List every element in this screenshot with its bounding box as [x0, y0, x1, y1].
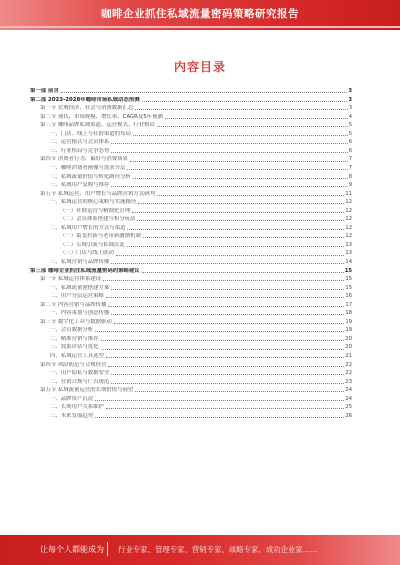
toc-entry-page: 7 — [348, 164, 352, 171]
toc-dot-leader — [108, 366, 344, 367]
toc-entry[interactable] — [30, 308, 352, 317]
toc-dot-leader — [111, 383, 344, 384]
toc-dot-leader — [157, 195, 344, 196]
toc-dot-leader — [95, 331, 344, 332]
toc-heading: 内容目录 — [173, 60, 226, 74]
toc-entry-title: 第三部 咖啡企业抓住私域流量密码的策略建议 — [30, 267, 140, 274]
toc-entry-title: （三）门店与线上联动 — [60, 250, 114, 257]
toc-entry-title: 一、私域流量池搭建方案 — [50, 284, 110, 291]
toc-dot-leader — [135, 109, 347, 110]
toc-dot-leader — [111, 289, 344, 290]
toc-entry-title: 第二节 现状、市场规模、增长率、CAGR及5年预测 — [40, 113, 163, 120]
toc-entry[interactable] — [30, 368, 352, 377]
toc-dot-leader — [130, 161, 348, 162]
toc-dot-leader — [114, 323, 345, 324]
toc-dot-leader — [132, 212, 344, 213]
toc-entry-title: 二、长期用户关系维护 — [50, 404, 104, 411]
toc-entry[interactable] — [30, 411, 352, 420]
footer-experts: 行业专家、管理专家、营销专家、战略专家、成功企业家…… — [118, 545, 318, 554]
toc-entry-page: 16 — [345, 293, 352, 300]
toc-dot-leader — [95, 417, 344, 418]
toc-entry[interactable] — [30, 120, 352, 129]
banner-stripe — [0, 26, 400, 28]
toc-entry-title: （二）会员体系搭建与积分玩法 — [60, 216, 136, 223]
toc-entry[interactable] — [30, 137, 352, 146]
toc-entry-page: 12 — [345, 199, 352, 206]
toc-entry-page: 24 — [345, 395, 352, 402]
toc-entry-title: 一、用户隐私与数据安全 — [50, 370, 110, 377]
toc-entry-title: 三、未来发展趋势 — [50, 412, 94, 419]
toc-entry-page: 11 — [345, 190, 352, 197]
toc-entry-title: 四、私域运营工具选型 — [50, 353, 104, 359]
toc-entry-page: 15 — [345, 284, 352, 291]
toc-entry-title: 一、咖啡消费者画像与需求分层 — [50, 164, 126, 171]
toc-entry-title: 第二部 2023-2028年咖啡市场私域动态预测 — [30, 96, 140, 103]
toc-entry[interactable] — [30, 402, 352, 411]
toc-entry[interactable] — [30, 394, 352, 403]
toc-entry-title: 第一部 前言 — [30, 88, 59, 95]
toc-entry-title: 第五节 私域流量运营的长期价值与展望 — [40, 387, 134, 394]
toc-entry-page: 6 — [348, 147, 352, 154]
toc-entry-page: 14 — [345, 258, 352, 265]
toc-entry[interactable] — [30, 231, 352, 240]
toc-entry-page: 12 — [345, 216, 352, 223]
toc-entry-title: 一、门店、线上与社群渠道的布局 — [50, 130, 131, 137]
toc-entry-page: 18 — [345, 310, 352, 317]
toc-entry[interactable] — [30, 377, 352, 386]
toc-entry-page: 9 — [348, 182, 352, 189]
toc-entry-page: 19 — [345, 318, 352, 325]
toc-dot-leader — [106, 408, 344, 409]
toc-dot-leader — [111, 152, 347, 153]
toc-entry[interactable] — [30, 171, 352, 180]
toc-entry[interactable] — [30, 95, 352, 104]
toc-entry-page: 17 — [345, 301, 352, 308]
toc-entry[interactable] — [30, 385, 352, 394]
toc-entry-page: 20 — [345, 344, 352, 351]
toc-entry[interactable] — [30, 274, 352, 283]
toc-entry-page: 7 — [348, 156, 352, 163]
toc-entry[interactable] — [30, 223, 352, 232]
toc-entry[interactable] — [30, 103, 352, 112]
toc-entry[interactable] — [30, 291, 352, 300]
toc-entry-page: 15 — [345, 276, 352, 283]
toc-entry-title: 三、私域营销与品牌传播 — [50, 258, 110, 265]
toc-dot-leader — [101, 349, 345, 350]
toc-entry-title: （一）裂变拉新与老带新激励机制 — [60, 233, 141, 240]
toc-dot-leader — [106, 357, 344, 358]
toc-dot-leader — [142, 272, 344, 273]
toc-entry[interactable] — [30, 240, 352, 249]
toc-entry[interactable] — [30, 197, 352, 206]
toc-dot-leader — [111, 263, 344, 264]
toc-entry[interactable] — [30, 248, 352, 257]
toc-dot-leader — [111, 143, 347, 144]
toc-dot-leader — [61, 92, 348, 93]
toc-entry-page: 22 — [345, 361, 352, 368]
toc-entry-page: 23 — [345, 378, 352, 385]
toc-entry-title: 三、私域用户复购与推荐 — [50, 182, 110, 189]
toc-entry-page: 13 — [345, 241, 352, 248]
top-banner — [0, 0, 400, 30]
toc-entry-page: 4 — [348, 113, 352, 120]
report-title: 咖啡企业抓住私域流量密码策略研究报告 — [101, 8, 299, 20]
footer-slogan: 让每个人都能成为 — [40, 545, 104, 554]
toc-entry[interactable] — [30, 283, 352, 292]
toc-entry[interactable] — [30, 265, 352, 274]
toc-entry-page: 12 — [345, 233, 352, 240]
toc-entry-page: 26 — [345, 412, 352, 419]
toc-dot-leader — [106, 297, 344, 298]
toc-entry-title: 第一节 宏观经济、社会与消费数据汇总 — [40, 105, 134, 112]
toc-entry[interactable] — [30, 334, 352, 343]
toc-list — [30, 86, 352, 419]
toc-entry-title: （二）公域引流与私域沉淀 — [60, 241, 125, 248]
toc-dot-leader — [111, 374, 344, 375]
toc-entry-page: 19 — [345, 327, 352, 334]
toc-dot-leader — [137, 220, 344, 221]
toc-entry-page: 15 — [344, 267, 352, 274]
toc-entry-title: 第一节 私域运营体系建设 — [40, 276, 102, 283]
toc-entry-title: 一、会员数据分析 — [50, 327, 94, 334]
toc-entry-title: 二、运营模式与会员体系 — [50, 139, 110, 146]
toc-entry-page: 12 — [345, 224, 352, 231]
toc-entry[interactable] — [30, 351, 352, 360]
toc-entry-title: 一、品牌资产沉淀 — [50, 395, 94, 402]
toc-dot-leader — [127, 169, 347, 170]
toc-entry-title: 第五节 私域运营、用户增长与品牌营销方式研判 — [40, 190, 155, 197]
toc-entry-title: 一、内容策划与创意传播 — [50, 310, 110, 317]
toc-entry[interactable] — [30, 342, 352, 351]
toc-entry-page: 3 — [348, 105, 352, 112]
toc-entry[interactable] — [30, 112, 352, 121]
toc-entry-page: 24 — [345, 387, 352, 394]
toc-entry[interactable] — [30, 325, 352, 334]
toc-dot-leader — [127, 246, 345, 247]
toc-entry-title: 三、效果评估与优化 — [50, 344, 99, 351]
toc-entry[interactable] — [30, 86, 352, 95]
toc-dot-leader — [116, 255, 344, 256]
toc-entry[interactable] — [30, 189, 352, 198]
toc-dot-leader — [127, 229, 344, 230]
toc-dot-leader — [143, 237, 345, 238]
toc-dot-leader — [165, 118, 348, 119]
toc-entry-page: 3 — [348, 88, 352, 95]
toc-entry-page: 3 — [348, 96, 352, 103]
toc-dot-leader — [133, 178, 348, 179]
toc-entry-title: 第二节 内容营销与品牌传播 — [40, 301, 107, 308]
toc-entry[interactable] — [30, 154, 352, 163]
toc-entry-page: 6 — [348, 139, 352, 146]
toc-entry[interactable] — [30, 317, 352, 326]
toc-entry[interactable] — [30, 214, 352, 223]
toc-entry-page: 13 — [345, 250, 352, 257]
toc-entry-title: （一）社群运营与精细化管理 — [60, 207, 131, 214]
toc-entry-page: 12 — [345, 207, 352, 214]
toc-entry[interactable] — [30, 360, 352, 369]
toc-entry-title: 第三节 数字化工具与数据驱动 — [40, 318, 112, 325]
toc-dot-leader — [138, 203, 344, 204]
toc-entry-page: 25 — [345, 404, 352, 411]
toc-entry[interactable] — [30, 300, 352, 309]
toc-entry-title: 第三节 咖啡品牌私域渠道、运营模式、行业格局 — [40, 122, 155, 129]
toc-entry-page: 8 — [348, 173, 352, 180]
toc-entry-title: 第四节 风险防范与合规经营 — [40, 361, 107, 368]
toc-entry-title: 二、营销合规与广告规范 — [50, 378, 110, 385]
toc-entry[interactable] — [30, 163, 352, 172]
footer-divider — [107, 542, 108, 556]
toc-dot-leader — [133, 135, 348, 136]
toc-entry-page: 5 — [348, 122, 352, 129]
toc-entry-title: 一、私域运营的核心策略与实施路径 — [50, 199, 137, 206]
toc-entry[interactable] — [30, 180, 352, 189]
toc-dot-leader — [157, 126, 348, 127]
toc-entry-page: 20 — [345, 335, 352, 342]
toc-entry-page: 5 — [348, 130, 352, 137]
toc-entry-page: 21 — [345, 353, 352, 359]
toc-entry-title: 三、行业格局与竞争态势 — [50, 147, 110, 154]
toc-entry-title: 第四节 消费者行为、偏好与消费场景 — [40, 156, 128, 163]
toc-dot-leader — [95, 400, 344, 401]
toc-entry[interactable] — [30, 146, 352, 155]
toc-dot-leader — [103, 280, 344, 281]
toc-entry[interactable] — [30, 257, 352, 266]
toc-dot-leader — [111, 314, 344, 315]
toc-entry[interactable] — [30, 129, 352, 138]
toc-entry-title: 二、精准营销与推荐 — [50, 335, 99, 342]
toc-entry-title: 二、用户分层运营策略 — [50, 293, 104, 300]
toc-entry[interactable] — [30, 206, 352, 215]
toc-dot-leader — [111, 186, 347, 187]
toc-dot-leader — [135, 391, 344, 392]
toc-dot-leader — [101, 340, 345, 341]
toc-entry-title: 二、私域用户增长的方式与渠道 — [50, 224, 126, 231]
toc-dot-leader — [108, 306, 344, 307]
toc-dot-leader — [142, 101, 348, 102]
toc-entry-title: 二、私域流量价值与转化路径分析 — [50, 173, 131, 180]
toc-entry-page: 22 — [345, 370, 352, 377]
footer-bar — [0, 535, 400, 565]
